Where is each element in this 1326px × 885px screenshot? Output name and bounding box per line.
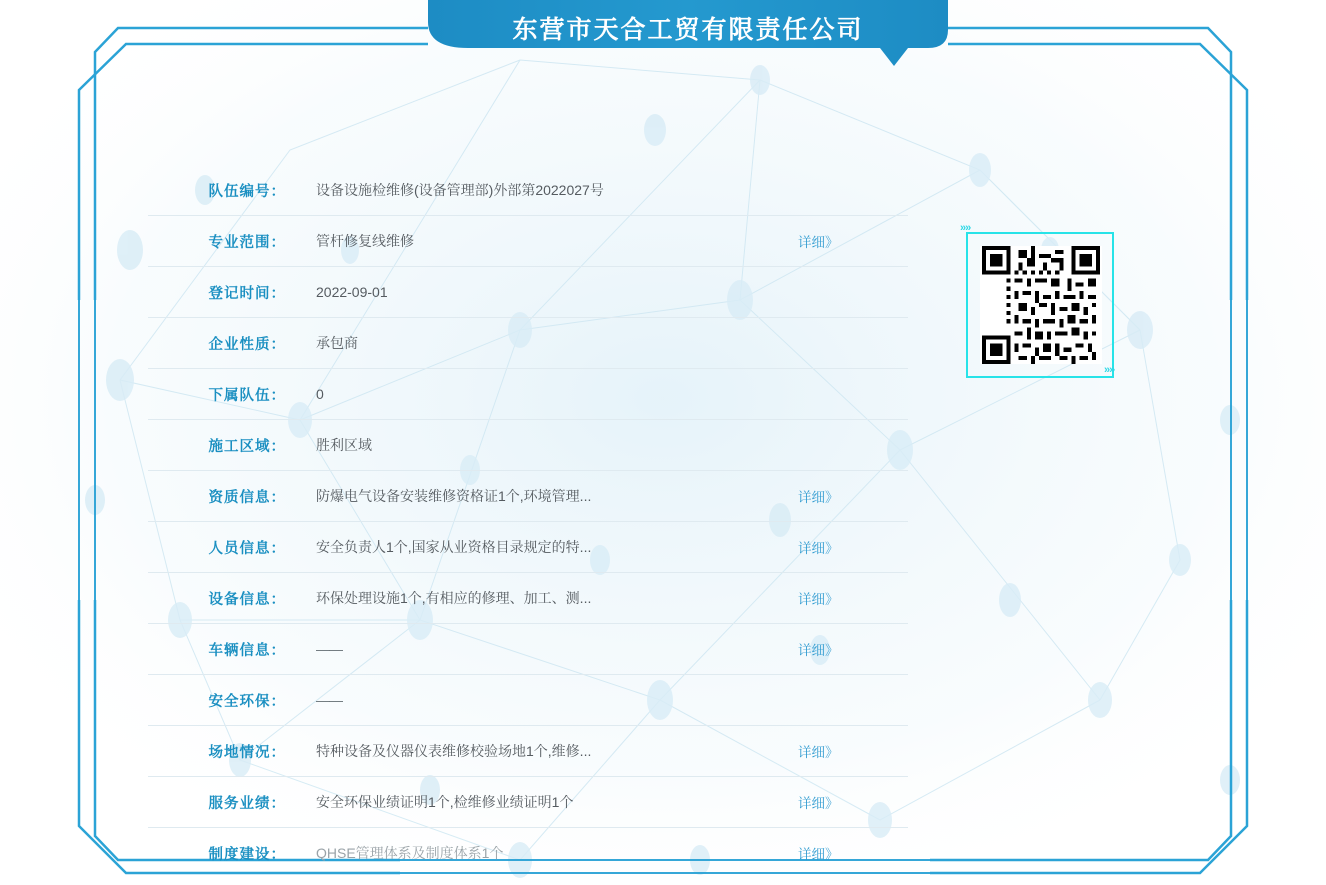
info-row bbox=[148, 369, 908, 420]
detail-link[interactable]: 详细》 bbox=[798, 796, 839, 811]
info-label: 队伍编号： bbox=[208, 183, 286, 200]
info-value: 安全负责人1个,国家从业资格目录规定的特... bbox=[316, 539, 592, 555]
info-row bbox=[148, 267, 908, 318]
info-row bbox=[148, 318, 908, 369]
detail-link[interactable]: 详细》 bbox=[798, 745, 839, 760]
info-value: 胜利区域 bbox=[316, 437, 372, 453]
detail-link[interactable]: 详细》 bbox=[798, 592, 839, 607]
detail-link[interactable]: 详细》 bbox=[798, 235, 839, 250]
info-value: 特种设备及仪器仪表维修校验场地1个,维修... bbox=[316, 743, 592, 759]
qr-corner-mark-top-left: »» bbox=[960, 222, 971, 234]
info-value: 环保处理设施1个,有相应的修理、加工、测... bbox=[316, 590, 592, 606]
info-row bbox=[148, 726, 908, 777]
info-row bbox=[148, 420, 908, 471]
info-row bbox=[148, 216, 908, 267]
qr-corner-mark-bottom-right: »» bbox=[1104, 364, 1115, 376]
info-value: 安全环保业绩证明1个,检维修业绩证明1个 bbox=[316, 794, 574, 810]
info-value: 设备设施检维修(设备管理部)外部第2022027号 bbox=[316, 182, 604, 198]
info-label: 车辆信息： bbox=[208, 642, 286, 659]
info-row bbox=[148, 522, 908, 573]
detail-link[interactable]: 详细》 bbox=[798, 490, 839, 505]
info-value: —— bbox=[316, 641, 342, 657]
info-value: 防爆电气设备安装维修资格证1个,环境管理... bbox=[316, 488, 592, 504]
detail-link[interactable]: 详细》 bbox=[798, 847, 839, 862]
info-value: 0 bbox=[316, 386, 324, 402]
info-label: 制度建设： bbox=[208, 846, 286, 863]
info-value: 2022-09-01 bbox=[316, 284, 388, 300]
info-label: 企业性质： bbox=[208, 336, 286, 353]
detail-link[interactable]: 详细》 bbox=[798, 541, 839, 556]
info-row bbox=[148, 624, 908, 675]
info-row bbox=[148, 573, 908, 624]
info-label: 安全环保： bbox=[208, 693, 286, 710]
info-row bbox=[148, 165, 908, 216]
info-value: —— bbox=[316, 692, 342, 708]
info-label: 资质信息： bbox=[208, 489, 286, 506]
qr-code-icon[interactable] bbox=[980, 246, 1102, 364]
info-row bbox=[148, 828, 908, 878]
info-row bbox=[148, 675, 908, 726]
company-info-table bbox=[148, 165, 908, 878]
detail-link[interactable]: 详细》 bbox=[798, 643, 839, 658]
title-banner bbox=[428, 0, 948, 72]
page-title: 东营市天合工贸有限责任公司 bbox=[512, 16, 864, 44]
info-label: 施工区域： bbox=[208, 438, 286, 455]
info-value: 管杆修复线维修 bbox=[316, 233, 414, 249]
info-label: 人员信息： bbox=[208, 540, 286, 557]
info-row bbox=[148, 777, 908, 828]
qr-code-block bbox=[958, 222, 1124, 388]
info-label: 下属队伍： bbox=[208, 387, 286, 404]
info-value: QHSE管理体系及制度体系1个 bbox=[316, 845, 504, 861]
info-label: 专业范围： bbox=[208, 234, 286, 251]
info-label: 场地情况： bbox=[208, 744, 286, 761]
info-label: 设备信息： bbox=[208, 591, 286, 608]
info-value: 承包商 bbox=[316, 335, 358, 351]
info-row bbox=[148, 471, 908, 522]
info-label: 登记时间： bbox=[208, 285, 286, 302]
info-label: 服务业绩： bbox=[208, 795, 286, 812]
